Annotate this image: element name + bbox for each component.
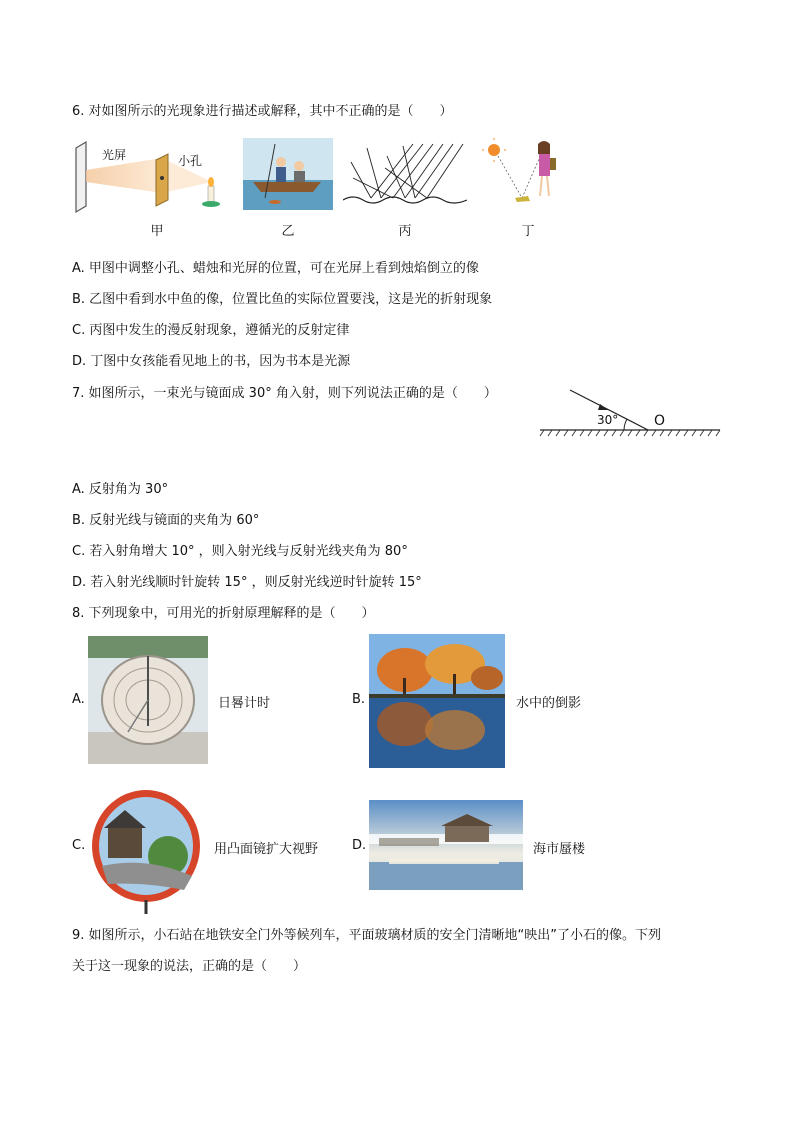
q6-option-b: B. 乙图中看到水中鱼的像，位置比鱼的实际位置要浅，这是光的折射现象 <box>72 292 493 307</box>
q7-option-b: B. 反射光线与镜面的夹角为 60° <box>72 513 260 528</box>
point-o-label: O <box>654 413 666 429</box>
q6-option-c: C. 丙图中发生的漫反射现象，遵循光的反射定律 <box>72 323 350 338</box>
boat-fishing-figure <box>243 138 333 210</box>
q8-option-b-text: 水中的倒影 <box>516 696 582 711</box>
q8-option-a-text: 日晷计时 <box>218 696 271 711</box>
q9-stem-line2: 关于这一现象的说法，正确的是（ ） <box>72 959 307 974</box>
girl-book-figure <box>482 138 572 210</box>
q8-letter-b: B. <box>352 692 366 707</box>
convex-mirror-photo <box>88 786 204 914</box>
q8-letter-c: C. <box>72 838 86 853</box>
caption-bing: 丙 <box>398 224 412 239</box>
q7-option-d: D. 若入射光线顺时针旋转 15° ，则反射光线逆时针旋转 15° <box>72 575 422 590</box>
screen-label: 光屏 <box>102 148 127 162</box>
q8-letter-a: A. <box>72 692 85 707</box>
q6-stem: 6. 对如图所示的光现象进行描述或解释，其中不正确的是（ ） <box>72 104 453 119</box>
water-reflection-photo <box>369 634 505 768</box>
diffuse-reflection-figure <box>343 138 467 210</box>
angle-label: 30° <box>597 413 619 427</box>
sundial-photo <box>88 636 208 764</box>
q7-option-a: A. 反射角为 30° <box>72 482 169 497</box>
q7-stem: 7. 如图所示，一束光与镜面成 30° 角入射，则下列说法正确的是（ ） <box>72 386 497 401</box>
q8-stem: 8. 下列现象中，可用光的折射原理解释的是（ ） <box>72 606 375 621</box>
q9-stem-line1: 9. 如图所示，小石站在地铁安全门外等候列车，平面玻璃材质的安全门清晰地“映出”了小石的像。下列 <box>72 928 662 943</box>
q8-option-d-text: 海市蜃楼 <box>533 842 586 857</box>
caption-jia: 甲 <box>150 224 164 239</box>
q7-option-c: C. 若入射角增大 10° ，则入射光线与反射光线夹角为 80° <box>72 544 408 559</box>
q6-option-d: D. 丁图中女孩能看见地上的书，因为书本是光源 <box>72 354 351 369</box>
pinhole-figure <box>72 138 232 214</box>
mirage-photo <box>369 800 523 890</box>
q6-option-a: A. 甲图中调整小孔、蜡烛和光屏的位置，可在光屏上看到烛焰倒立的像 <box>72 261 479 276</box>
caption-yi: 乙 <box>281 224 295 239</box>
q8-letter-d: D. <box>352 838 367 853</box>
q8-option-c-text: 用凸面镜扩大视野 <box>214 842 319 857</box>
caption-ding: 丁 <box>521 224 535 239</box>
hole-label: 小孔 <box>178 154 203 168</box>
mirror-incidence-figure <box>536 384 722 440</box>
